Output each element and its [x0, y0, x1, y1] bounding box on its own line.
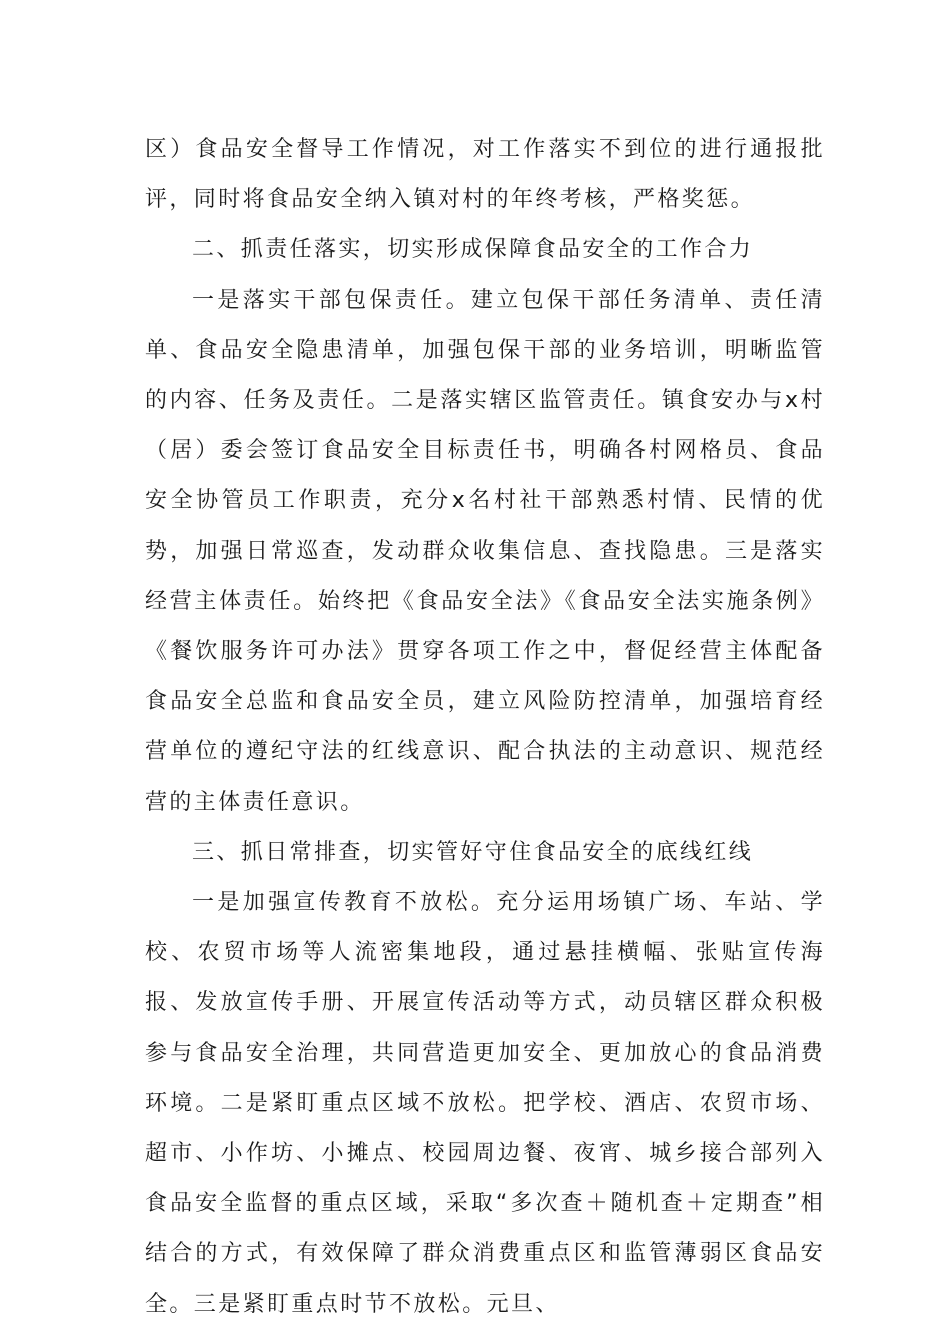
section-heading-3: 三、抓日常排查，切实管好守住食品安全的底线红线 — [192, 839, 754, 865]
paragraph-responsibility: 一是落实干部包保责任。建立包保干部任务清单、责任清单、食品安全隐患清单，加强包保干部的业务培训，明晰监管的内容、任务及责任。二是落实辖区监管责任。镇食安办与x村（居）委会签订食品安全目标责任书，明确各村网格员、食品安全协管员工作职责，充分x名村社干部熟悉村情、民情的优势，加强日常巡查，发动群众收集信息、查找隐患。三是落实经营主体责任。始终把《食品安全法》《食品安全法实施条例》《餐饮服务许可办法》贯穿各项工作之中，督促经营主体配备食品安全总监和食品安全员，建立风险防控清单，加强培育经营单位的遵纪守法的红线意识、配合执法的主动意识、规范经营的主体责任意识。 — [145, 287, 825, 815]
document-body — [145, 125, 825, 1330]
section-heading-2: 二、抓责任落实，切实形成保障食品安全的工作合力 — [192, 237, 754, 263]
paragraph-inspection: 一是加强宣传教育不放松。充分运用场镇广场、车站、学校、农贸市场等人流密集地段，通过悬挂横幅、张贴宣传海报、发放宣传手册、开展宣传活动等方式，动员辖区群众积极参与食品安全治理，共同营造更加安全、更加放心的食品消费环境。二是紧盯重点区域不放松。把学校、酒店、农贸市场、超市、小作坊、小摊点、校园周边餐、夜宵、城乡接合部列入食品安全监督的重点区域，采取“多次查＋随机查＋定期查”相结合的方式，有效保障了群众消费重点区和监管薄弱区食品安全。三是紧盯重点时节不放松。元旦、 — [145, 890, 825, 1317]
paragraph-continuation: 区）食品安全督导工作情况，对工作落实不到位的进行通报批评，同时将食品安全纳入镇对村的年终考核，严格奖惩。 — [145, 137, 825, 213]
